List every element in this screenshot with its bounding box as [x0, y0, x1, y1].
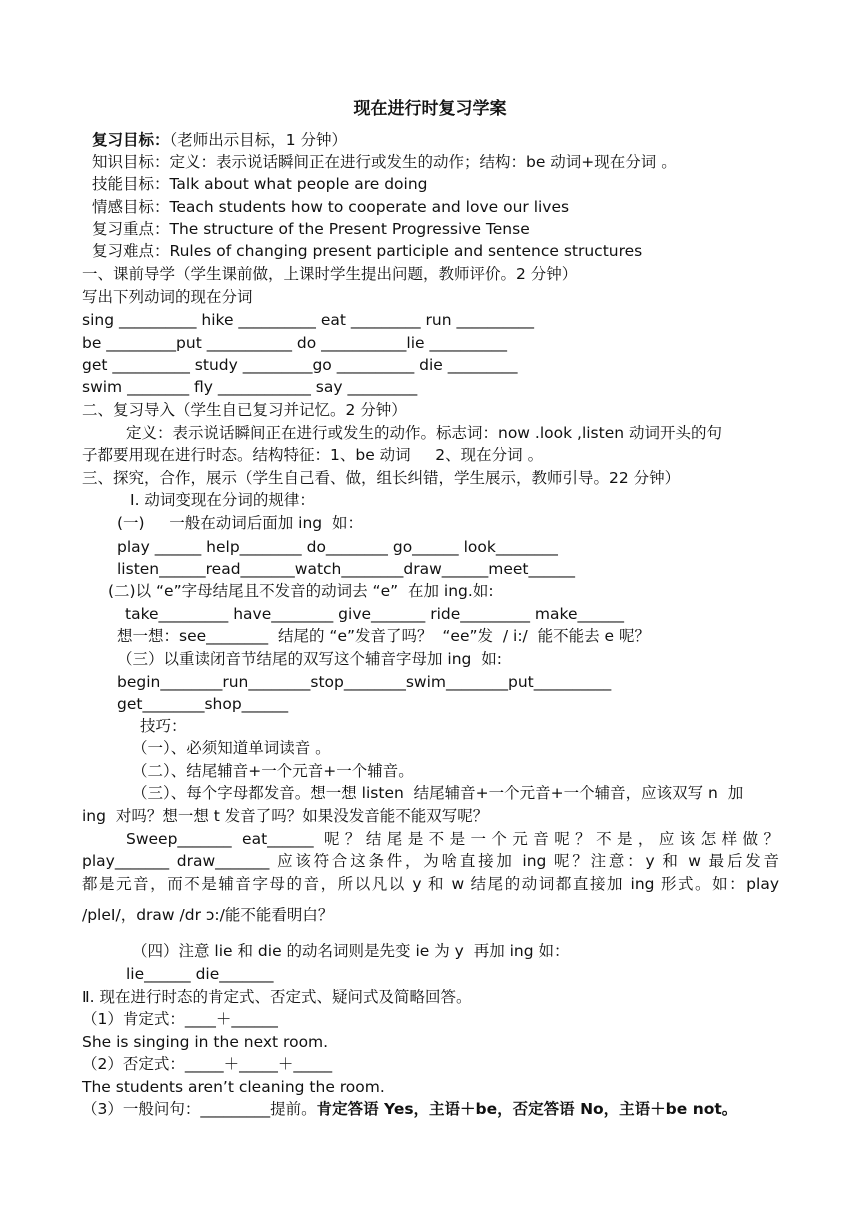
exercise-row: listen______read_______watch________draw______meet______ [117, 560, 576, 578]
review-focus: 复习重点：The structure of the Present Progressive Tense [92, 220, 530, 238]
definition-line: 子都要用现在进行时态。结构特征：1、be 动词 2、现在分词 。 [82, 446, 544, 464]
explanation-line: 都是元音，而不是辅音字母的音，所以凡以 y 和 w 结尾的动词都直接加 ing 形式。如：play [82, 875, 779, 893]
question-prefix: （3）一般问句：_________提前。 [82, 1100, 317, 1118]
definition-line: 定义：表示说话瞬间正在进行或发生的动作。标志词：now .look ,listen 动词开头的句 [126, 424, 722, 442]
tip-line: （一）、必须知道单词读音 。 [132, 739, 331, 757]
negative-example: The students aren’t cleaning the room. [82, 1078, 385, 1096]
part2-heading: 二、复习导入（学生自已复习并记忆。2 分钟） [82, 401, 407, 419]
page-title: 现在进行时复习学案 [353, 99, 507, 119]
tip-line: （二）、结尾辅音+一个元音+一个辅音。 [132, 762, 414, 780]
part4-heading: Ⅱ. 现在进行时态的肯定式、否定式、疑问式及简略回答。 [82, 988, 472, 1006]
review-difficulty: 复习难点：Rules of changing present participle and sentence structures [92, 242, 643, 260]
tip-line: （三）、每个字母都发音。想一想 listen 结尾辅音+一个元音+一个辅音，应该双写 n 加 [132, 784, 744, 802]
emotion-goal: 情感目标：Teach students how to cooperate and love our lives [92, 198, 570, 216]
rule4-heading: （四）注意 lie 和 die 的动名词则是先变 ie 为 y 再加 ing 如： [132, 942, 570, 960]
exercise-row: take_________ have________ give_______ ride_________ make______ [125, 605, 624, 623]
exercise-row: get________shop______ [117, 695, 289, 713]
exercise-row: begin________run________stop________swim________put__________ [117, 673, 612, 691]
part1-heading: 一、课前导学（学生课前做，上课时学生提出问题，教师评价。2 分钟） [82, 265, 578, 283]
exercise-row: be _________put ___________ do ___________lie __________ [82, 334, 507, 352]
knowledge-goal: 知识目标：定义：表示说话瞬间正在进行或发生的动作；结构：be 动词+现在分词 。 [92, 153, 677, 171]
exercise-row: play ______ help________ do________ go______ look________ [117, 538, 558, 556]
question-form [82, 1099, 737, 1119]
skill-goal: 技能目标：Talk about what people are doing [92, 175, 428, 193]
goals-line [92, 130, 347, 150]
explanation-line: Sweep_______ eat______ 呢？结尾是不是一个元音呢？不是，应该怎样做？ [126, 830, 779, 848]
think-line: 想一想：see________ 结尾的 “e”发音了吗？ “ee”发 / i:/ 能不能去 e 呢？ [117, 627, 651, 645]
exercise-row: swim ________ fly ____________ say _________ [82, 378, 418, 396]
rule3-heading: （三）以重读闭音节结尾的双写这个辅音字母加 ing 如: [117, 650, 502, 668]
exercise-row: get __________ study _________go __________ die _________ [82, 356, 518, 374]
goals-heading: 复习目标： [92, 131, 170, 149]
tip-line: ing 对吗？想一想 t 发音了吗？如果没发音能不能双写呢？ [82, 807, 489, 825]
rule-title: Ⅰ. 动词变现在分词的规律： [130, 491, 315, 509]
explanation-line: /pleI/，draw /dr ɔ:/能不能看明白？ [82, 906, 334, 924]
rule1-heading: (一) 一般在动词后面加 ing 如： [117, 514, 363, 532]
question-answers: 肯定答语 Yes，主语＋be，否定答语 No，主语＋be not。 [316, 1100, 738, 1118]
exercise-row: sing __________ hike __________ eat _________ run __________ [82, 311, 535, 329]
goals-heading-note: （老师出示目标，1 分钟） [169, 131, 348, 149]
rule2-heading: (二)以 “e”字母结尾且不发音的动词去 “e” 在加 ing.如: [108, 582, 494, 600]
negative-form: （2）否定式：_____＋_____＋_____ [82, 1055, 333, 1073]
affirmative-form: （1）肯定式：____＋______ [82, 1010, 278, 1028]
affirmative-example: She is singing in the next room. [82, 1033, 329, 1051]
part1-instruction: 写出下列动词的现在分词 [82, 288, 253, 306]
part3-heading: 三、探究，合作，展示（学生自己看、做，组长纠错，学生展示，教师引导。22 分钟） [82, 469, 681, 487]
exercise-row: lie______ die_______ [126, 965, 274, 983]
tips-heading: 技巧： [140, 717, 187, 735]
explanation-line: play_______ draw_______ 应该符合这条件，为啥直接加 ing 呢？注意：y 和 w 最后发音 [82, 852, 779, 870]
